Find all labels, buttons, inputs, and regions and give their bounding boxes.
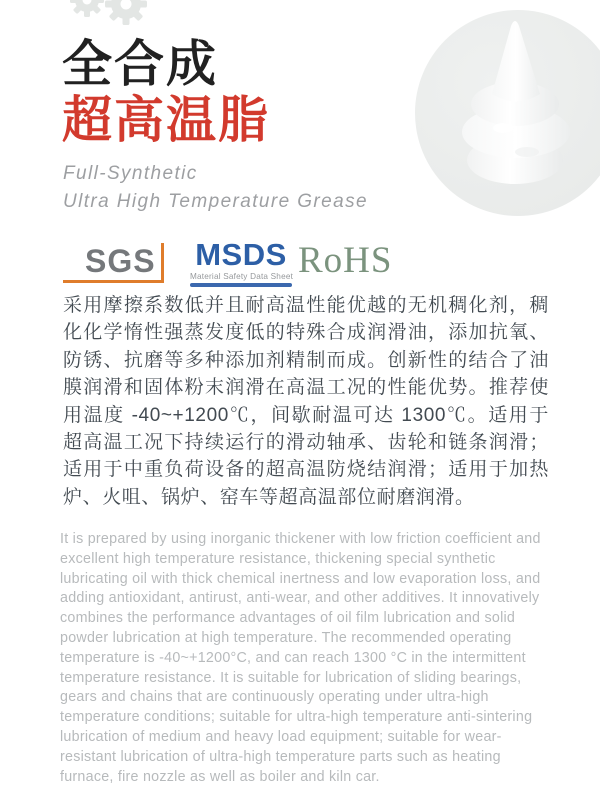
- subtitle-line-1: Full-Synthetic: [63, 163, 198, 184]
- subtitle-english: [63, 160, 368, 216]
- sgs-label: SGS: [85, 243, 156, 279]
- page-title: [62, 36, 270, 148]
- msds-subtitle: Material Safety Data Sheet: [190, 272, 294, 281]
- sgs-logo: [63, 243, 164, 283]
- title-cn-red: 超高温脂: [62, 92, 270, 148]
- msds-label: MSDS: [195, 237, 287, 272]
- grease-product-image: [415, 10, 600, 216]
- description-chinese: 采用摩擦系数低并且耐高温性能优越的无机稠化剂，稠化化学惰性强蒸发度低的特殊合成润滑油，添加抗氧、防锈、抗磨等多种添加剂精制而成。创新性的结合了油膜润滑和固体粉末润滑在高温工况的性能优势。推荐使用温度 -40~+1200℃，间歇耐温可达 1300℃。适用于超高温工况下持续运行的滑动轴承、齿轮和链条润滑；适用于中重负荷设备的超高温防烧结润滑；适用于加热炉、火咀、锅炉、窑车等超高温部位耐磨润滑。: [63, 295, 549, 508]
- msds-underline-bar: [190, 283, 292, 287]
- msds-logo: [190, 237, 294, 287]
- description-english: It is prepared by using inorganic thickener with low friction coefficient and excellent high temperature resistance, thickening special synthetic lubricating oil with thick chemical inertness and low evaporation loss, and adding antioxidant, antirust, anti-wear, and other additives. It innovatively combines the performance advantages of oil film lubrication and solid powder lubrication at high temperature. The recommended operating temperature is -40~+1200°C, and can reach 1300 °C in the intermittent temperature resistance. It is suitable for lubrication of sliding bearings, gears and chains that are continuously operating under ultra-high temperature conditions; suitable for ultra-high temperature anti-sintering lubrication of medium and heavy load equipment; suitable for wear-resistant lubrication of ultra-high temperature parts such as heating furnace, fire nozzle as well as boiler and kiln car.: [60, 531, 541, 785]
- title-cn-black: 全合成: [62, 36, 218, 92]
- gear-icon: [70, 0, 162, 41]
- rohs-logo: RoHS: [298, 240, 393, 281]
- subtitle-line-2: Ultra High Temperature Grease: [63, 191, 368, 212]
